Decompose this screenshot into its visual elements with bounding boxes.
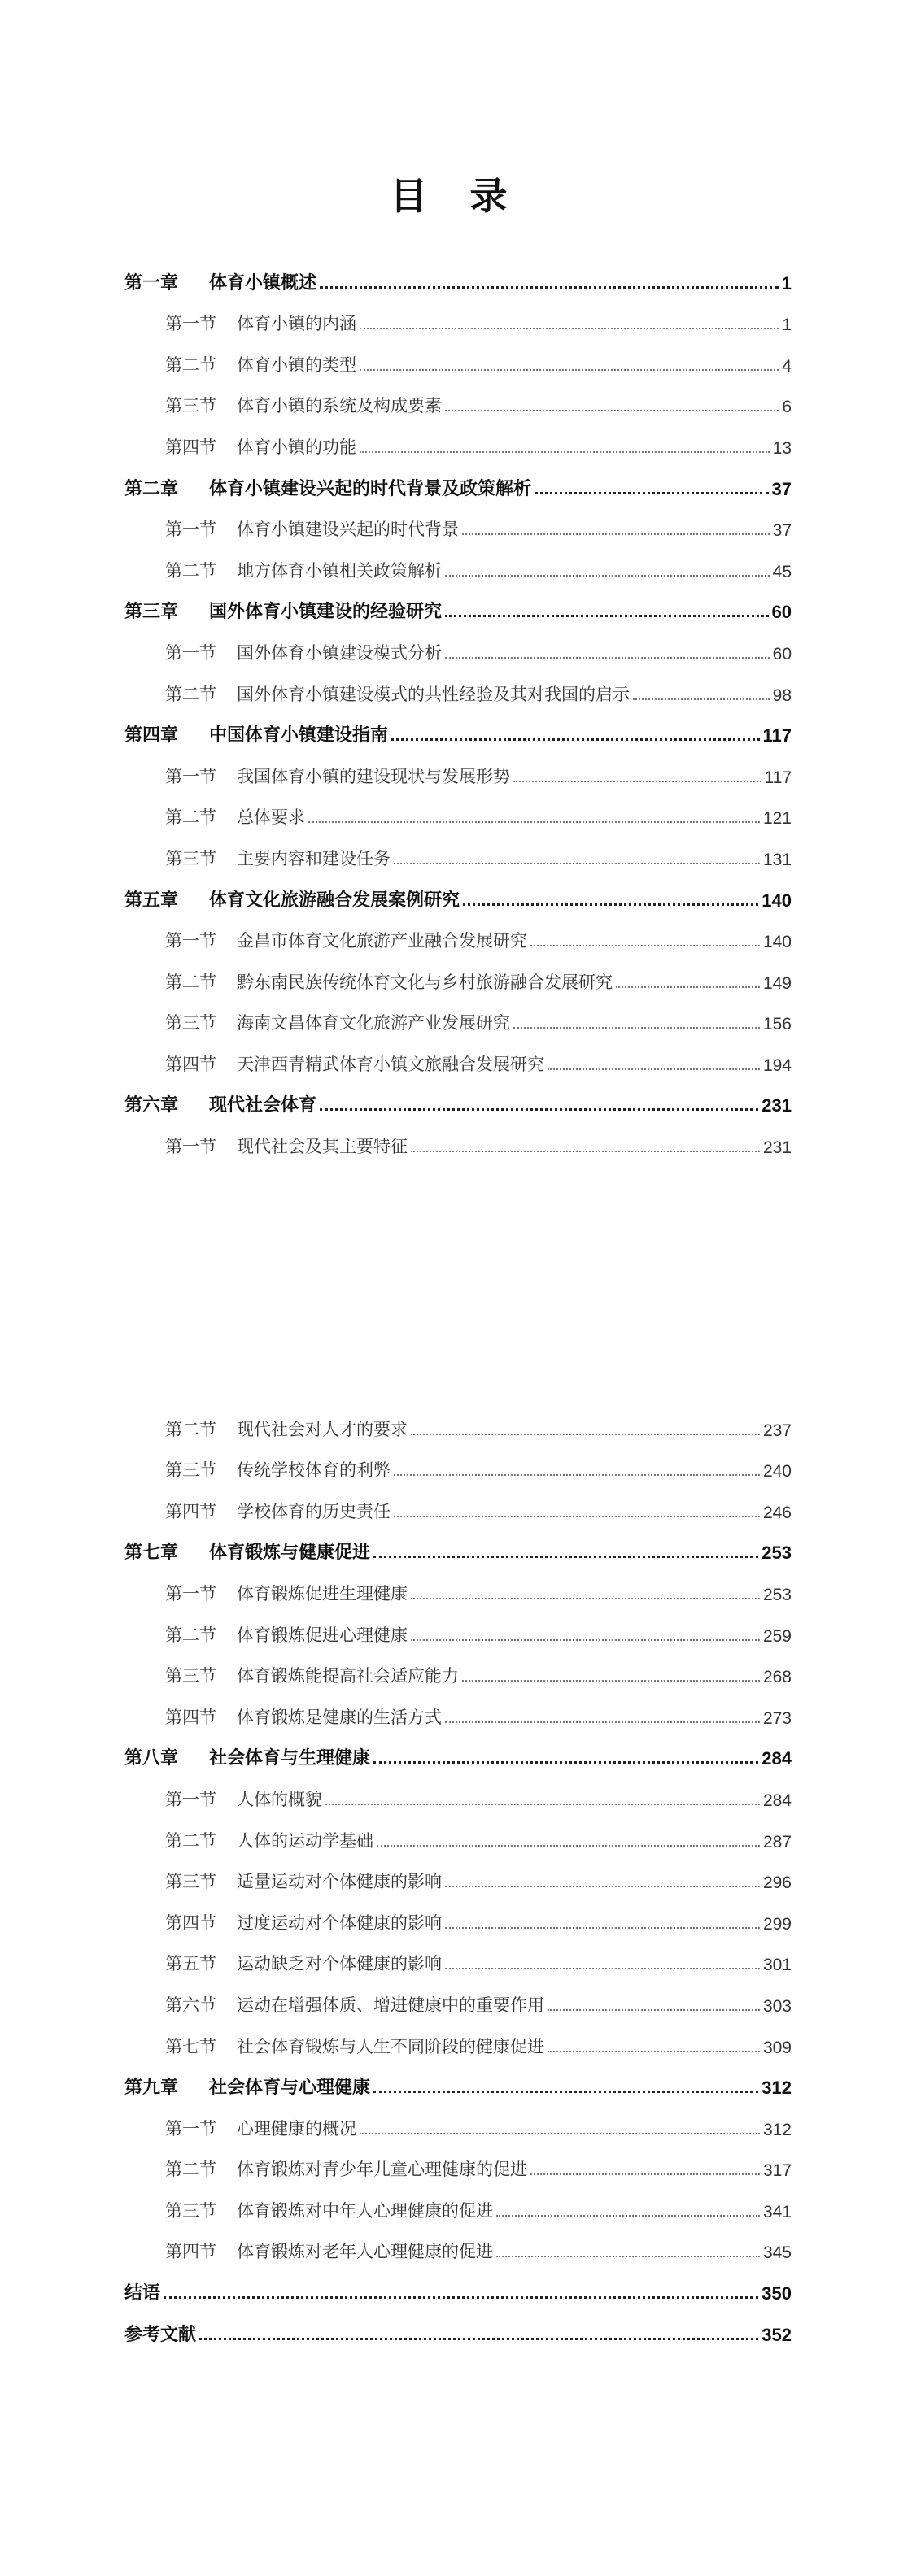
toc-section-entry[interactable] <box>124 1450 792 1491</box>
section-title: 国外体育小镇建设模式的共性经验及其对我国的启示 <box>237 684 630 704</box>
chapter-title: 体育小镇建设兴起的时代背景及政策解析 <box>209 477 532 499</box>
section-title: 体育锻炼是健康的生活方式 <box>237 1707 442 1727</box>
section-title: 体育小镇的功能 <box>237 437 356 457</box>
page-number: 13 <box>772 438 792 458</box>
toc-section-entry[interactable] <box>124 344 792 385</box>
toc-entry-label <box>165 1828 373 1852</box>
section-number: 第二节 <box>165 560 216 581</box>
section-number: 第二节 <box>165 1830 216 1851</box>
section-number: 第二节 <box>165 2160 216 2180</box>
section-title: 现代社会及其主要特征 <box>237 1137 408 1157</box>
chapter-number: 第四章 <box>124 724 179 746</box>
dot-leader <box>445 1968 760 1969</box>
chapter-title: 社会体育与生理健康 <box>209 1747 371 1769</box>
page-number: 309 <box>762 2038 792 2057</box>
toc-entry-label <box>165 2198 493 2222</box>
dot-leader <box>411 1598 760 1599</box>
toc-section-entry[interactable] <box>124 755 792 797</box>
page-number: 284 <box>761 1748 792 1769</box>
dot-leader <box>530 2174 760 2175</box>
dot-leader <box>377 1845 760 1847</box>
toc-entry-label <box>165 681 630 706</box>
toc-section-entry[interactable] <box>124 1408 792 1450</box>
chapter-title: 中国体育小镇建设指南 <box>209 724 389 746</box>
toc-section-entry[interactable] <box>124 2190 792 2231</box>
page-number: 299 <box>762 1914 792 1934</box>
section-title: 学校体育的历史责任 <box>237 1501 391 1521</box>
page-number: 121 <box>762 809 792 829</box>
section-number: 第四节 <box>165 2242 216 2262</box>
toc-section-entry[interactable] <box>124 385 792 427</box>
toc-entry-label <box>165 2116 356 2140</box>
section-number: 第二节 <box>165 972 216 992</box>
page-number: 246 <box>762 1503 792 1522</box>
section-title: 传统学校体育的利弊 <box>237 1460 391 1481</box>
dot-leader <box>496 2256 760 2257</box>
dot-leader <box>391 738 759 741</box>
section-title: 体育锻炼对老年人心理健康的促进 <box>237 2242 493 2262</box>
section-title: 运动在增强体质、增进健康中的重要作用 <box>237 1995 544 2015</box>
toc-entry-label <box>165 311 356 335</box>
section-title: 国外体育小镇建设模式分析 <box>237 642 442 663</box>
dot-leader <box>360 328 779 329</box>
toc-entry-label <box>165 1499 391 1523</box>
section-number: 第三节 <box>165 396 216 416</box>
page-number: 237 <box>762 1421 792 1440</box>
toc-chapter-entry[interactable] <box>124 468 792 509</box>
page-number: 296 <box>762 1873 792 1893</box>
chapter-title: 体育锻炼与健康促进 <box>209 1542 371 1564</box>
toc-entry-label <box>165 352 356 376</box>
toc-chapter-entry[interactable] <box>124 1738 792 1779</box>
dot-leader <box>394 1474 760 1476</box>
page-number: 345 <box>762 2243 792 2263</box>
section-number: 第一节 <box>165 520 216 540</box>
dot-leader <box>360 369 779 371</box>
toc-entry-label <box>165 928 527 952</box>
toc-entry-label <box>124 598 442 623</box>
page-number: 117 <box>762 725 792 746</box>
dot-leader <box>373 1761 758 1764</box>
page-number: 231 <box>762 1138 792 1158</box>
dot-leader <box>535 492 769 494</box>
toc-section-entry[interactable] <box>124 1943 792 1985</box>
toc-entry-label <box>165 764 510 788</box>
toc-section-entry[interactable] <box>124 838 792 879</box>
toc-chapter-entry[interactable] <box>124 2313 792 2355</box>
toc-entry-label <box>165 1581 408 1605</box>
toc-section-entry[interactable] <box>124 673 792 715</box>
toc-section-entry[interactable] <box>124 2149 792 2191</box>
toc-entry-label <box>165 2034 544 2058</box>
dot-leader <box>462 533 770 535</box>
toc-entry-label <box>165 1663 459 1687</box>
toc-section-entry[interactable] <box>124 509 792 550</box>
page-number: 45 <box>772 562 792 581</box>
dot-leader <box>548 2051 760 2052</box>
chapter-title: 社会体育与心理健康 <box>209 2077 371 2099</box>
section-number: 第四节 <box>165 1912 216 1933</box>
dot-leader <box>462 1680 760 1682</box>
dot-leader <box>496 2215 760 2217</box>
chapter-number: 第八章 <box>124 1747 179 1769</box>
section-number: 第一节 <box>165 931 216 951</box>
dot-leader <box>530 945 760 946</box>
toc-entry-label <box>165 804 305 829</box>
section-number: 第三节 <box>165 1460 216 1481</box>
dot-leader <box>411 1434 760 1435</box>
section-title: 现代社会对人才的要求 <box>237 1419 408 1439</box>
section-number: 第二节 <box>165 355 216 375</box>
section-number: 第六节 <box>165 1995 216 2015</box>
section-title: 适量运动对个体健康的影响 <box>237 1872 442 1892</box>
page-number: 259 <box>762 1626 792 1646</box>
dot-leader <box>616 986 760 988</box>
toc-section-entry[interactable] <box>124 1614 792 1656</box>
dot-leader <box>308 821 760 823</box>
page-number: 287 <box>762 1832 792 1852</box>
toc-entry-label <box>165 1951 442 1975</box>
section-number: 第一节 <box>165 642 216 663</box>
section-title: 运动缺乏对个体健康的影响 <box>237 1954 442 1974</box>
section-number: 第三节 <box>165 1666 216 1686</box>
section-number: 第一节 <box>165 314 216 334</box>
section-title: 体育小镇的类型 <box>237 355 356 375</box>
toc-entry-label <box>124 269 316 294</box>
toc-list <box>124 262 792 1167</box>
toc-entry-label <box>165 434 356 459</box>
toc-section-entry[interactable] <box>124 1490 792 1532</box>
toc-section-entry[interactable] <box>124 632 792 673</box>
page-number: 117 <box>764 768 792 787</box>
toc-section-entry[interactable] <box>124 1861 792 1903</box>
dot-leader <box>445 1886 760 1887</box>
toc-section-entry[interactable] <box>124 550 792 591</box>
toc-entry-label <box>165 2156 527 2181</box>
dot-leader <box>513 781 761 782</box>
page-number: 140 <box>762 933 792 952</box>
toc-entry-label <box>124 1538 370 1564</box>
page-number: 98 <box>772 685 792 705</box>
chapter-number: 第九章 <box>124 2077 179 2099</box>
dot-leader <box>633 698 770 700</box>
section-number: 第三节 <box>165 1013 216 1033</box>
section-title: 心理健康的概况 <box>237 2118 356 2139</box>
toc-entry-label <box>165 1010 510 1034</box>
toc-entry-label <box>165 1992 544 2017</box>
page-number: 6 <box>782 398 792 417</box>
section-number: 第二节 <box>165 1419 216 1439</box>
page-number: 140 <box>761 890 792 911</box>
chapter-title: 结语 <box>124 2282 161 2304</box>
toc-chapter-entry[interactable] <box>124 591 792 633</box>
page-number: 303 <box>762 1996 792 2016</box>
dot-leader <box>445 615 769 617</box>
toc-entry-label <box>165 1457 391 1482</box>
page-number: 284 <box>762 1791 792 1810</box>
section-number: 第三节 <box>165 1872 216 1892</box>
toc-entry-label <box>124 1091 316 1116</box>
toc-entry-label <box>124 886 460 912</box>
toc-entry-label <box>124 721 388 746</box>
section-title: 体育小镇的内涵 <box>237 314 356 334</box>
section-number: 第三节 <box>165 2200 216 2221</box>
dot-leader <box>394 863 760 864</box>
toc-entry-label <box>124 2279 160 2304</box>
toc-section-entry[interactable] <box>124 1902 792 1943</box>
dot-leader <box>320 1108 758 1111</box>
section-title: 体育锻炼促进心理健康 <box>237 1625 408 1645</box>
chapter-title: 体育文化旅游融合发展案例研究 <box>209 889 460 911</box>
section-title: 黔东南民族传统体育文化与乡村旅游融合发展研究 <box>237 972 613 992</box>
chapter-title: 现代社会体育 <box>209 1094 317 1116</box>
dot-leader <box>463 903 758 906</box>
dot-leader <box>445 1927 760 1929</box>
toc-page-2 <box>0 1288 912 2576</box>
section-title: 人体的运动学基础 <box>237 1830 373 1851</box>
dot-leader <box>445 1721 760 1723</box>
toc-entry-label <box>165 1704 442 1729</box>
section-title: 我国体育小镇的建设现状与发展形势 <box>237 766 510 786</box>
page-number: 312 <box>761 2078 792 2099</box>
section-number: 第三节 <box>165 848 216 868</box>
toc-chapter-entry[interactable] <box>124 715 792 756</box>
toc-section-entry[interactable] <box>124 797 792 838</box>
chapter-number: 第五章 <box>124 889 179 911</box>
section-title: 海南文昌体育文化旅游产业发展研究 <box>237 1013 510 1033</box>
chapter-number: 第一章 <box>124 272 179 294</box>
dot-leader <box>411 1151 760 1152</box>
chapter-number: 第三章 <box>124 601 179 623</box>
toc-section-entry[interactable] <box>124 1656 792 1697</box>
dot-leader <box>445 657 770 659</box>
page-number: 37 <box>772 521 792 541</box>
section-title: 金昌市体育文化旅游产业融合发展研究 <box>237 931 527 951</box>
toc-section-entry[interactable] <box>124 920 792 962</box>
dot-leader <box>548 1068 760 1070</box>
section-title: 主要内容和建设任务 <box>237 848 391 868</box>
toc-section-entry[interactable] <box>124 1043 792 1085</box>
page-number: 1 <box>782 315 792 335</box>
section-number: 第二节 <box>165 807 216 828</box>
section-title: 社会体育锻炼与人生不同阶段的健康促进 <box>237 2036 544 2056</box>
dot-leader <box>373 1556 758 1558</box>
toc-entry-label <box>165 969 613 994</box>
page-number: 1 <box>781 272 792 294</box>
toc-section-entry[interactable] <box>124 1573 792 1614</box>
section-number: 第四节 <box>165 1054 216 1074</box>
toc-entry-label <box>165 516 459 541</box>
page-number: 341 <box>762 2202 792 2221</box>
section-number: 第四节 <box>165 437 216 457</box>
toc-entry-label <box>165 1622 408 1647</box>
chapter-title: 国外体育小镇建设的经验研究 <box>209 601 443 623</box>
section-title: 体育锻炼对青少年儿童心理健康的促进 <box>237 2160 527 2180</box>
dot-leader <box>360 2133 760 2134</box>
page-number: 156 <box>762 1015 792 1034</box>
page-number: 268 <box>762 1668 792 1687</box>
toc-chapter-entry[interactable] <box>124 1532 792 1573</box>
toc-section-entry[interactable] <box>124 2108 792 2149</box>
toc-entry-label <box>165 846 391 870</box>
page-number: 131 <box>762 850 792 869</box>
section-title: 过度运动对个体健康的影响 <box>237 1912 442 1933</box>
toc-entry-label <box>165 558 442 582</box>
section-number: 第一节 <box>165 2118 216 2139</box>
section-number: 第四节 <box>165 1707 216 1727</box>
toc-chapter-entry[interactable] <box>124 262 792 303</box>
page-number: 37 <box>771 478 792 499</box>
dot-leader <box>513 1027 760 1029</box>
section-number: 第二节 <box>165 1625 216 1645</box>
page-number: 317 <box>762 2161 792 2181</box>
toc-title: 目 录 <box>390 174 522 218</box>
section-title: 体育小镇的系统及构成要素 <box>237 396 442 416</box>
page-number: 194 <box>762 1055 792 1075</box>
toc-chapter-entry[interactable] <box>124 879 792 920</box>
toc-section-entry[interactable] <box>124 1778 792 1820</box>
chapter-number: 第二章 <box>124 477 179 499</box>
toc-chapter-entry[interactable] <box>124 2067 792 2108</box>
dot-leader <box>325 1804 760 1805</box>
dot-leader <box>411 1639 760 1641</box>
toc-entry-label <box>165 1869 442 1893</box>
section-title: 体育小镇建设兴起的时代背景 <box>237 520 459 540</box>
toc-entry-label <box>124 2073 370 2099</box>
chapter-title: 参考文献 <box>124 2323 197 2345</box>
toc-section-entry[interactable] <box>124 303 792 345</box>
section-title: 人体的概貌 <box>237 1789 322 1809</box>
chapter-number: 第六章 <box>124 1094 179 1116</box>
toc-entry-label <box>124 475 531 500</box>
toc-entry-label <box>165 1910 442 1934</box>
dot-leader <box>373 2091 758 2093</box>
section-number: 第七节 <box>165 2036 216 2056</box>
section-number: 第一节 <box>165 1789 216 1809</box>
page-number: 231 <box>761 1095 792 1116</box>
toc-entry-label <box>165 1051 544 1076</box>
page-number: 350 <box>761 2283 792 2304</box>
toc-chapter-entry[interactable] <box>124 2272 792 2313</box>
dot-leader <box>548 2009 760 2011</box>
section-number: 第一节 <box>165 1583 216 1603</box>
section-number: 第五节 <box>165 1954 216 1974</box>
section-number: 第四节 <box>165 1501 216 1521</box>
dot-leader <box>445 575 770 577</box>
toc-section-entry[interactable] <box>124 1984 792 2026</box>
section-title: 体育锻炼促进生理健康 <box>237 1583 408 1603</box>
section-title: 体育锻炼对中年人心理健康的促进 <box>237 2200 493 2221</box>
toc-entry-label <box>165 1416 408 1441</box>
dot-leader <box>360 451 770 453</box>
toc-section-entry[interactable] <box>124 426 792 468</box>
toc-entry-label <box>124 2321 196 2346</box>
toc-entry-label <box>165 1134 408 1158</box>
dot-leader <box>164 2296 758 2299</box>
dot-leader <box>199 2338 758 2340</box>
page-number: 352 <box>761 2324 792 2345</box>
page-number: 4 <box>782 356 792 376</box>
dot-leader <box>320 286 779 289</box>
dot-leader <box>445 410 779 411</box>
toc-entry-label <box>165 1786 322 1811</box>
page-number: 253 <box>762 1585 792 1604</box>
toc-entry-label <box>165 2239 493 2263</box>
toc-entry-label <box>165 640 442 664</box>
toc-section-entry[interactable] <box>124 1820 792 1861</box>
chapter-number: 第七章 <box>124 1542 179 1564</box>
page-number: 60 <box>771 602 792 623</box>
section-number: 第一节 <box>165 766 216 786</box>
section-title: 地方体育小镇相关政策解析 <box>237 560 442 581</box>
section-title: 总体要求 <box>237 807 305 828</box>
toc-section-entry[interactable] <box>124 961 792 1003</box>
dot-leader <box>394 1516 760 1517</box>
section-number: 第一节 <box>165 1137 216 1157</box>
page-number: 301 <box>762 1956 792 1975</box>
toc-section-entry[interactable] <box>124 2026 792 2067</box>
page-number: 273 <box>762 1708 792 1728</box>
section-title: 体育锻炼能提高社会适应能力 <box>237 1666 459 1686</box>
toc-section-entry[interactable] <box>124 1125 792 1167</box>
chapter-title: 体育小镇概述 <box>209 272 317 294</box>
page-number: 60 <box>772 644 792 664</box>
toc-section-entry[interactable] <box>124 1696 792 1738</box>
toc-section-entry[interactable] <box>124 2231 792 2273</box>
section-title: 天津西青精武体育小镇文旅融合发展研究 <box>237 1054 544 1074</box>
page-number: 253 <box>761 1543 792 1564</box>
toc-entry-label <box>165 393 442 417</box>
toc-entry-label <box>124 1744 370 1769</box>
toc-section-entry[interactable] <box>124 1003 792 1044</box>
toc-chapter-entry[interactable] <box>124 1085 792 1126</box>
page-number: 149 <box>762 973 792 993</box>
page-number: 240 <box>762 1462 792 1482</box>
toc-list <box>124 1408 792 2355</box>
page-number: 312 <box>762 2120 792 2139</box>
section-number: 第二节 <box>165 684 216 704</box>
